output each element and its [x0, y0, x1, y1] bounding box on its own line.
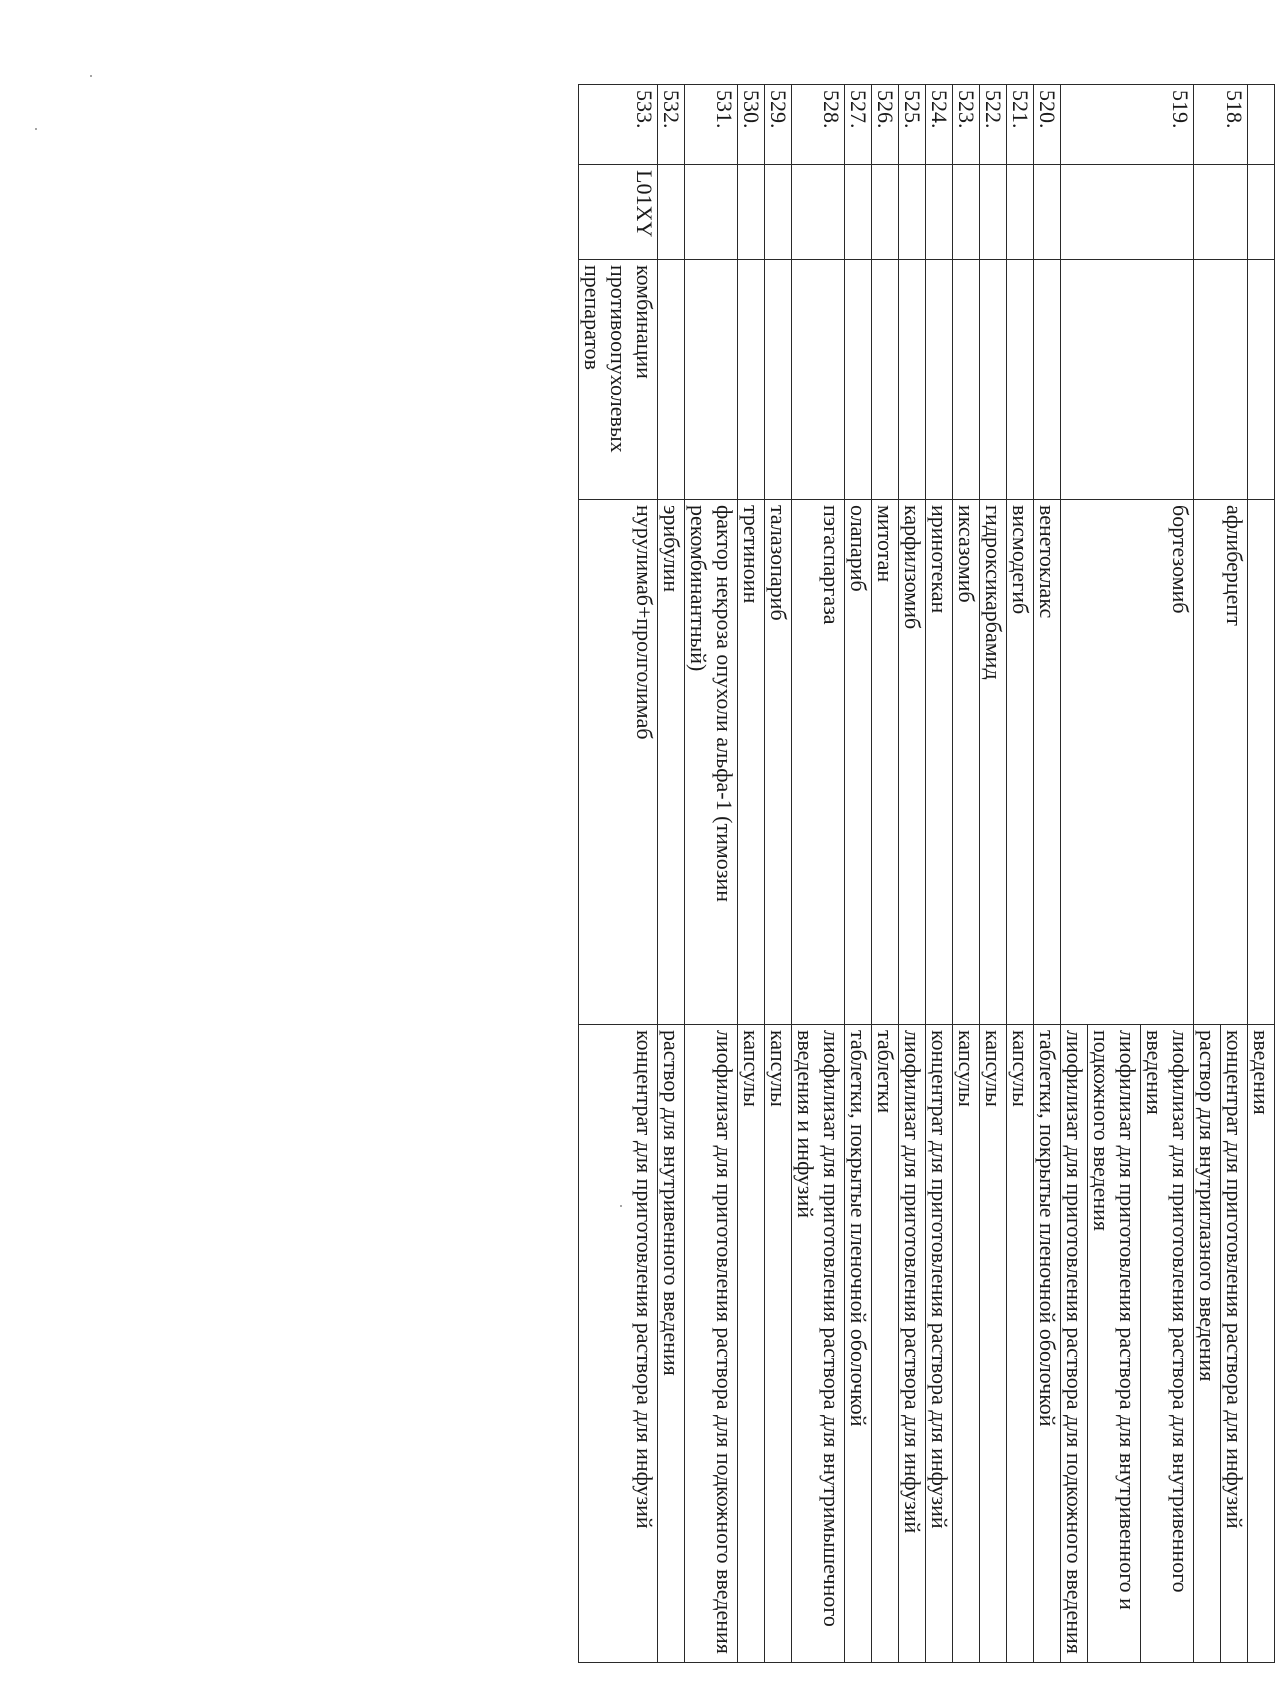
cell-number: 524.: [926, 85, 953, 165]
cell-number: 522.: [980, 85, 1007, 165]
cell-group: [899, 260, 926, 500]
table-row: [845, 85, 872, 1663]
cell-dosage-form: капсулы: [738, 1025, 765, 1663]
cell-dosage-form: раствор для внутривенного введения: [658, 1025, 685, 1663]
cell-inn: третиноин: [738, 500, 765, 1025]
rotated-table-frame: [200, 84, 1275, 1662]
cell-number: [1248, 85, 1275, 165]
cell-atc-code: [738, 165, 765, 260]
table-row: [792, 85, 845, 1663]
cell-number: 533.: [579, 85, 658, 165]
cell-atc-code: [872, 165, 899, 260]
scan-speck: [90, 75, 92, 77]
cell-atc-code: [1061, 165, 1194, 260]
cell-inn: пэгаспаргаза: [792, 500, 845, 1025]
table-row: [1141, 85, 1194, 1663]
cell-dosage-form: концентрат для приготовления раствора для инфузий: [579, 1025, 658, 1663]
cell-number: 521.: [1007, 85, 1034, 165]
cell-dosage-form: концентрат для приготовления раствора для инфузий: [1221, 1025, 1248, 1663]
cell-atc-code: [792, 165, 845, 260]
cell-number: 532.: [658, 85, 685, 165]
cell-inn: афлиберцепт: [1194, 500, 1248, 1025]
cell-number: 520.: [1034, 85, 1061, 165]
cell-atc-code: [1248, 165, 1275, 260]
cell-dosage-form: лиофилизат для приготовления раствора для внутримышечного введения и инфузий: [792, 1025, 845, 1663]
cell-group: [765, 260, 792, 500]
cell-group: [1034, 260, 1061, 500]
cell-dosage-form: капсулы: [765, 1025, 792, 1663]
cell-group: [980, 260, 1007, 500]
cell-inn: висмодегиб: [1007, 500, 1034, 1025]
cell-atc-code: [980, 165, 1007, 260]
scan-speck: [35, 128, 37, 130]
cell-group: комбинации противоопухолевых препаратов: [579, 260, 658, 500]
cell-inn: карфилзомиб: [899, 500, 926, 1025]
cell-group: [658, 260, 685, 500]
table-row: [872, 85, 899, 1663]
cell-dosage-form: лиофилизат для приготовления раствора для инфузий: [899, 1025, 926, 1663]
table-row: [1221, 85, 1248, 1663]
cell-number: 527.: [845, 85, 872, 165]
table-row: [765, 85, 792, 1663]
table-row: [1034, 85, 1061, 1663]
cell-number: 526.: [872, 85, 899, 165]
cell-dosage-form: капсулы: [1007, 1025, 1034, 1663]
cell-atc-code: [953, 165, 980, 260]
cell-atc-code: [1194, 165, 1248, 260]
cell-inn: гидроксикарбамид: [980, 500, 1007, 1025]
cell-number: 531.: [685, 85, 738, 165]
cell-atc-code: [685, 165, 738, 260]
cell-number: 519.: [1061, 85, 1194, 165]
cell-number: 529.: [765, 85, 792, 165]
table-row: [685, 85, 738, 1663]
cell-inn: бортезомиб: [1061, 500, 1194, 1025]
cell-atc-code: [658, 165, 685, 260]
cell-group: [926, 260, 953, 500]
cell-group: [1248, 260, 1275, 500]
cell-number: 530.: [738, 85, 765, 165]
table-row: [579, 85, 658, 1663]
cell-group: [1194, 260, 1248, 500]
cell-dosage-form: лиофилизат для приготовления раствора для внутривенного и подкожного введения: [1088, 1025, 1141, 1663]
cell-group: [845, 260, 872, 500]
cell-dosage-form: лиофилизат для приготовления раствора для внутривенного введения: [1141, 1025, 1194, 1663]
table-row: [738, 85, 765, 1663]
cell-inn: иринотекан: [926, 500, 953, 1025]
cell-atc-code: [765, 165, 792, 260]
table-row: [1007, 85, 1034, 1663]
cell-dosage-form: концентрат для приготовления раствора для инфузий: [926, 1025, 953, 1663]
cell-dosage-form: лиофилизат для приготовления раствора для подкожного введения: [685, 1025, 738, 1663]
cell-number: 518.: [1194, 85, 1248, 165]
cell-dosage-form: раствор для внутриглазного введения: [1194, 1025, 1221, 1663]
cell-inn: эрибулин: [658, 500, 685, 1025]
cell-number: 523.: [953, 85, 980, 165]
cell-atc-code: [926, 165, 953, 260]
cell-group: [1061, 260, 1194, 500]
cell-group: [685, 260, 738, 500]
cell-group: [792, 260, 845, 500]
cell-inn: митотан: [872, 500, 899, 1025]
cell-atc-code: [1007, 165, 1034, 260]
cell-group: [738, 260, 765, 500]
table-row: [926, 85, 953, 1663]
table-row: [953, 85, 980, 1663]
cell-dosage-form: капсулы: [980, 1025, 1007, 1663]
cell-inn: олапариб: [845, 500, 872, 1025]
cell-group: [953, 260, 980, 500]
cell-dosage-form: капсулы: [953, 1025, 980, 1663]
cell-number: 525.: [899, 85, 926, 165]
cell-group: [1007, 260, 1034, 500]
cell-dosage-form: лиофилизат для приготовления раствора для подкожного введения: [1061, 1025, 1088, 1663]
cell-group: [872, 260, 899, 500]
drug-list-table: [578, 84, 1275, 1663]
cell-inn: фактор некроза опухоли альфа-1 (тимозин рекомбинантный): [685, 500, 738, 1025]
cell-inn: талазопариб: [765, 500, 792, 1025]
cell-atc-code: [845, 165, 872, 260]
table-row: [899, 85, 926, 1663]
table-row: [980, 85, 1007, 1663]
cell-dosage-form: введения: [1248, 1025, 1275, 1663]
table-row: [1248, 85, 1275, 1663]
cell-inn: венетоклакс: [1034, 500, 1061, 1025]
cell-inn: иксазомиб: [953, 500, 980, 1025]
table-row: [658, 85, 685, 1663]
cell-dosage-form: таблетки: [872, 1025, 899, 1663]
cell-inn: [1248, 500, 1275, 1025]
cell-atc-code: [899, 165, 926, 260]
cell-atc-code: [1034, 165, 1061, 260]
cell-inn: нурулимаб+пролголимаб: [579, 500, 658, 1025]
cell-number: 528.: [792, 85, 845, 165]
cell-dosage-form: таблетки, покрытые пленочной оболочкой: [1034, 1025, 1061, 1663]
cell-atc-code: L01XY: [579, 165, 658, 260]
cell-dosage-form: таблетки, покрытые пленочной оболочкой: [845, 1025, 872, 1663]
